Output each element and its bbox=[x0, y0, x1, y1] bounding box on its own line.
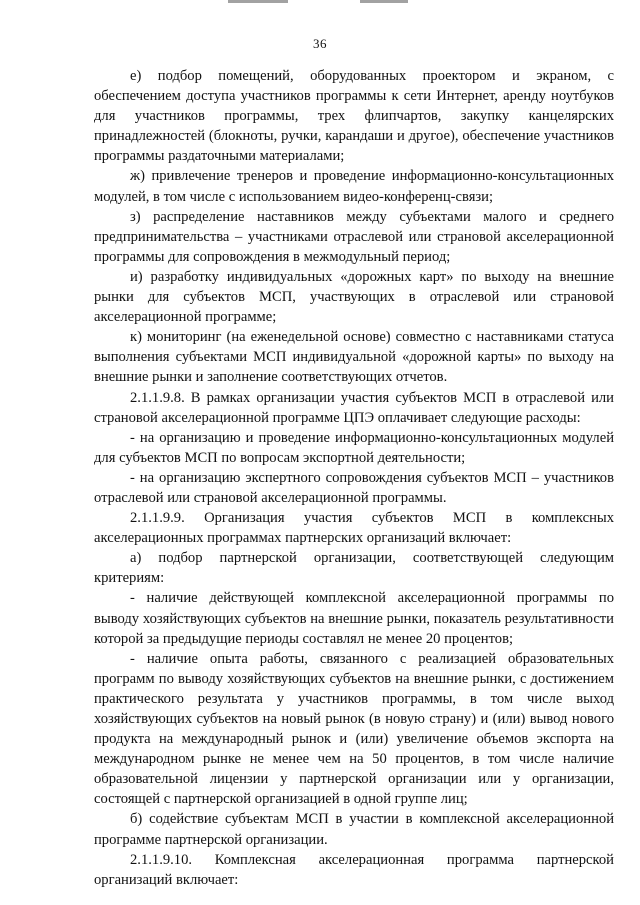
paragraph: 2.1.1.9.9. Организация участия субъектов МСП в комплексных акселерационных программах партнерских организаций включает: bbox=[94, 510, 614, 547]
page-number: 36 bbox=[313, 36, 327, 51]
scan-edge-mark bbox=[360, 0, 408, 3]
paragraph: 2.1.1.9.8. В рамках организации участия субъектов МСП в отраслевой или страновой акселерационной программе ЦПЭ оплачивает следующие расходы: bbox=[94, 389, 614, 426]
document-body bbox=[94, 66, 614, 890]
paragraph: ж) привлечение тренеров и проведение информационно-консультационных модулей, в том числе с использованием видео-конференц-связи; bbox=[94, 168, 614, 205]
scan-edge-mark bbox=[228, 0, 288, 3]
paragraph: 2.1.1.9.10. Комплексная акселерационная программа партнерской организаций включает: bbox=[94, 851, 614, 888]
paragraph: - наличие опыта работы, связанного с реализацией образовательных программ по выводу хозяйствующих субъектов на внешние рынки, с достижением практического результата у участников программы, в том числе выход хозяйствующих субъектов на новый рынок (в новую страну) и (или) вывод нового продукта на международный рынок и (или) увеличение объемов экспорта на международном рынке не менее чем на 50 процентов, в том числе наличие образовательной лицензии у партнерской организации или у организации, состоящей с партнерской организацией в одной группе лиц; bbox=[94, 650, 614, 808]
paragraph: б) содействие субъектам МСП в участии в комплексной акселерационной программе партнерской организации. bbox=[94, 811, 614, 848]
paragraph: к) мониторинг (на еженедельной основе) совместно с наставниками статуса выполнения субъектами МСП индивидуальной «дорожной карты» по выходу на внешние рынки и заполнение соответствующих отчетов. bbox=[94, 329, 614, 386]
paragraph: а) подбор партнерской организации, соответствующей следующим критериям: bbox=[94, 550, 614, 587]
paragraph: е) подбор помещений, оборудованных проектором и экраном, с обеспечением доступа участников программы к сети Интернет, аренду ноутбуков для участников программы, трех флипчартов, закупку канцелярских принадлежностей (блокноты, ручки, карандаши и другое), обеспечение участников программы раздаточными материалами; bbox=[94, 68, 614, 165]
paragraph: - наличие действующей комплексной акселерационной программы по выводу хозяйствующих субъектов на внешние рынки, показатель результативности которой за предыдущие периоды составлял не менее 20 процентов; bbox=[94, 590, 614, 647]
paragraph: - на организацию экспертного сопровождения субъектов МСП – участников отраслевой или страновой акселерационной программы. bbox=[94, 469, 614, 506]
paragraph: - на организацию и проведение информационно-консультационных модулей для субъектов МСП по вопросам экспортной деятельности; bbox=[94, 429, 614, 466]
paragraph: и) разработку индивидуальных «дорожных карт» по выходу на внешние рынки для субъектов МСП, участвующих в отраслевой или страновой акселерационной программе; bbox=[94, 268, 614, 326]
paragraph: з) распределение наставников между субъектами малого и среднего предпринимательства – участниками отраслевой или страновой акселерационной программы для сопровождения в межмодульный период; bbox=[94, 208, 614, 265]
